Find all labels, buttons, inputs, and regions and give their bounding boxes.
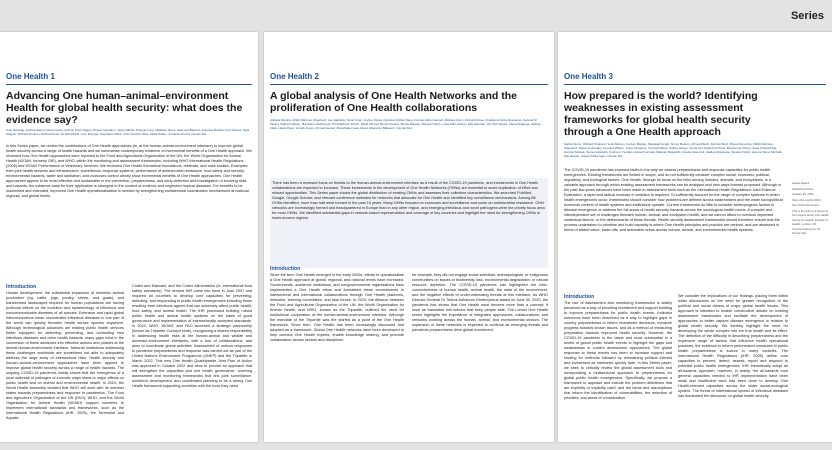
- body-column-right: We consider the implications of our findings, placing them within wider discussions on the need for greater recognition of the political and social drivers of major global health issues. This approach is intended to enable constructive debate on existing assessment frameworks and facilitate the development of approaches to better capture disease emergence in relation to global health security. We thereby highlight the need for developing the whole complex into the true health and its effect. The definition of the difficulty in describing preparedness and the expansive range of factors that influence health operational practices, the evidence to inform performance measures in public health preparedness is scarce in many contexts. The International Health Regulations (IHR, 2005) define core capacities to prevent, detect, assess, report and respond to potential public health emergencies. IHR theoretically adopt an all-hazards approach; however, in reality, the all-hazards core general capacities needed to IHR implementation have been weak and insufficient work has been done to develop One Health-relevant capacities across the wider social-ecological system. The threat of international spread of infectious diseases has dominated the discourse on global health security.: [678, 294, 788, 398]
- sidebar-note: Correspondence to: Dr Osman Dar: [792, 227, 821, 235]
- abstract: The COVID-19 pandemic has exposed faults in the way we assess preparedness and response capacities for public health emergencies. Existing frameworks are limited in scope, and do not sufficiently consider complex social, economic, political, regulatory, and ecological factors. One Health, through its focus on the links among humans, animals, and ecosystems, is a valuable approach through which existing assessment frameworks can be analysed and new ways forward proposed. Although in the past few years advances have been made in assessment tools such as the International Health Regulations Joint External Evaluation, a rapid and radical increase in ambition is required. To sufficiently account for the range of complex systems in which health emergencies occur, frameworks should consider how problems are defined across stakeholders and the wider sociopolitical economic context of health systems and institutions operate. Current frameworks do little to consider anthropogenic factors in disease emergence or address the full arena of health security hazards across the sociological-health nexus. A complex and interdependent set of challenges threaten human, animal, and ecosystem health, and we cannot afford to overlook important contextual factors, or the determinants of those threats. Health security assessment frameworks should therefore ensure that the process undertaken to prioritise and build capacity is where One Health principles and practice are centred, and are assessed in terms of added value, trade-offs, and actionable areas across human, animal, and environmental health systems.: [564, 168, 783, 232]
- series-label: Series: [790, 10, 824, 22]
- body-column-left: The use of assessment and monitoring frameworks is widely perceived as a way of providing investment and support building to improve preparedness for public health events. Indicator outcomes have been described as a way to highlight gaps in country preparedness to inform investment decisions, measure progress towards known issues, and as a method of measuring preparation towards improved health security. However, the COVID-19 pandemic is the latest and most substantial in a series of global public health events to highlight the gaps and weaknesses in current assessment approaches. The global response to these events has been to increase support and funding for methods followed by diminishing political interest and investment as memories quickly fade. In this Series paper, we seek to critically review the global assessment tools and incorporating a multisectoral approach to preparedness for global public health emergencies. Specifically, we propose a framework to appraise and include the problem definitions that are explicitly or implicitly used, and the ideas and assumptions that inform the identification of vulnerabilities, the selection of priorities, and areas of consideration.: [564, 301, 672, 400]
- sidebar-notes: [792, 182, 830, 238]
- header-rule: [270, 84, 548, 85]
- body-column-right: Codes and Manuals, and the Codex Alimentarius (ie, international food safety standards). The revised IHR came into force in June 2007 and required all countries to develop core capacities for preventing, detecting, and responding to public health emergencies including those resulting from infectious agents that can adversely affect public health, food safety, and animal health. The IHR processed building robust public health and animal health systems on the basis of good governance and implementation of intersectorally accepted standards. In 2010, WHO, WOAH, and FAO launched a strategic partnership (known as Tripartite Concept Note), recognising a shared responsibility in addressing health risks at the human-animal and wildlife and domestic-environment interfaces, with a tour of collaborations, and aims to coordinate global activities. Assessment of various responses to pandemic preparedness and response was carried out as part of the United Nations Environment Programme (UNEP) and the Tripartite in March 2022. This new One Health Quadripartite Joint Plan of Action was approved in October 2022 and aims to provide an approach that will strengthen the capacities and one health governance, covering assessment and monitoring frameworks that link joint surveillance, workforce development, and coordinated planning to be a strong One Health framework supporting countries with the tools they need.: [132, 284, 252, 388]
- section-heading-introduction: Introduction: [6, 284, 37, 290]
- sidebar-note: January 26, 2023: [792, 192, 814, 197]
- author-list: Sahdo Sumo, Richard Shepard, Scott Marcus, Kudum Biaralu, Nkapsaid Ismail, Simon Mokum, Ahmed Mwizi, Farhuki Bord, Miguel Karumba, Afifah Rahman-Shepherd, Adwet Imoboidey, Leonard Wilson, Joyan Chapmer, Omondi Mihos, Sidney Ahugo, Sonia Chi, Stella Kofi Peter, Ebinsuong Odiyor, Sosa Chayachhal, Hamza Tokuwa, Teuren Aidanshi, Kushorm Ya Allan, Asiva Kyonnaki, Marivan Mwashihi, Amelia Jane Ardi, Hadiya Moweswe, Tamara Tuboh, Hamza Tanai, Michelle Manoharan, Joseph Mata Agen, Osman Dar: [564, 142, 783, 158]
- header-rule: [6, 84, 252, 85]
- sidebar-note: See Online/Comment: [792, 203, 819, 208]
- paper-page-2: [264, 32, 554, 442]
- sidebar-note: This is the third in a Series of four papers about One Health: [792, 208, 829, 217]
- series-header: One Health 2: [270, 72, 319, 81]
- abstract: In this Series paper, we review the contributions of One Health approaches (ie, at the human-animal-environment interface) to improve global health security across a range of health hazards and we summarise contemporary evidence of incremental benefits of a One Health approach. We reviewed how One Health approaches were reported to the Food and Agricultural Organization of the UN, the World Organisation for Animal Health (WOAH, formerly OIE), and WHO, within the monitoring and assessment frameworks, including WHO International Health Regulations (2005) and WOAH Performance of Veterinary Services. We reviewed One Health theoretical foundations, methods, and case studies. Examples from joint health services and infrastructure, surveillance–response systems, performance of antimicrobial resistance, food safety and security, environmental hazards, water and sanitation, and zoonoses control clearly show incremental benefits of One Health approaches. One Health approaches appear to be most effective and sustainable in the prevention, preparedness, and early detection and investigation of evolving risks and hazards; the evidence base for their application is strongest in the context of endemic and neglected tropical diseases. For benefits to be maximised and extended, improved One Health operationalisation is needed by strengthening multisectoral coordination mechanisms at national, regional, and global levels.: [6, 144, 252, 198]
- body-column-left: Human development, the substantial expansion of domestic animal production (eg, cattle, pigs, poultry, sheep, and goats), and transformed landscapes required for human populations are having profound effects on the evolution and epidemiology of infectious and noncommunicable diseases of all species. Extensive and rapid global interconnections mean uncontrolled infectious diseases in one part of the world can quickly threaten health across species anywhere. Although technological advances are making public health services better equipped for detecting, preventing, and controlling new infectious diseases and other health hazards, many gaps exist in the conversion of these advances into effective actions and policies at the animal-human-environment interface. National institutions addressing these challenges worldwide are sometimes not able to adequately address the large array of intersectoral risks. Health security and human–animal–environment approaches have been applied to improve global health security across a range of health hazards. The ongoing COVID-19 pandemic vividly shows that the emergence of a local outbreak of pathogen of zoonotic origin leads to major effects on public health and on animal and environmental health. In 2010, the World Health Assembly decided that WHO will work with its member states towards preparedness and response to pandemics. The Food and Agriculture Organization of the UN (FAO), WHO, and the World Organisation for Animal Health (WOAH) support countries to implement international standards and frameworks, such as the International Health Regulations (IHR, 2005), the Terrestrial and Aquatic: [6, 291, 124, 420]
- paper-title: Advancing One human–animal–environment Health for global health security: what does the evidence say?: [6, 90, 243, 126]
- body-column-left: Since the term One Health emerged in the early 2000s, efforts to operationalise a One Health approach at global, regional, and national levels have increased. Governments, academic institutions, and nongovernmental organisations have implemented a One Health ethos and formalised these commitments to intersectoral and international collaborations through One Health platforms, networks, steering committees, and task forces. In 2010, the Alliance between the Food and Agricultural Organization of the UN, the World Organisation for Animal Health, and WHO, known as the Tripartite, outlined the need for institutional cooperation at the human-animal-environment interface. Although the mandate of the Tripartite was the started as a point of the One Health framework, Since then, One Health has been increasingly discussed and adopted as a framework. Global One Health networks have been developed to help connect One Health experts, enable knowledge sharing, and promote collaboration across sectors and disciplines.: [270, 273, 404, 342]
- series-header: One Health 1: [6, 72, 55, 81]
- sidebar-note: Centre for Health, Institute of Health, London, UK: [792, 218, 828, 226]
- section-heading-introduction: Introduction: [564, 294, 595, 300]
- body-column-right: for example, they did not engage social scientists, anthropologists, or indigenous communities on issues of biodiversity loss, environmental degradation, or natural resource depletion. The COVID-19 pandemic has highlighted the inter-connectedness of human health, animal health, the state of the environment, and the negative effects of under-estimating threats at this interface. As WHO Director-General Dr Tedros Adhanom Ghebreyesus stated on June 30, 2020, the pandemic has shown that One Health must become more than a concept; it must be translated into actions that keep people safe. The Lancet One Health series highlights the importance of integrated approaches, collaborations, and networks working across the human, animal, and environmental sectors. The expansion of these networks is expected to continue as emerging threats and pandemic preparedness drive global investment.: [412, 273, 548, 332]
- section-heading-introduction: Introduction: [270, 266, 301, 272]
- sidebar-note: Lancet Series: [792, 181, 810, 185]
- sidebar-note: https://doi.org/10.1016/: [792, 197, 821, 202]
- paper-page-1: [0, 32, 258, 442]
- paper-page-3: [558, 32, 832, 442]
- sidebar-note: Published Online: [792, 186, 814, 191]
- abstract: There has been a renewed focus on threats to the human-animal-environment interface as a result of the COVID-19 pandemic, and investments in One Health collaborations are expected to increase. These investments in the development of One Health Networks (OHNs) are essential to avoid duplication of effort and missed opportunities. This Series paper shows the global distribution of existing OHNs and assesses their collective characteristics. We searched PubMed, Google, Google Scholar, and relevant conference websites for networks that advocate for One Health and identified key surveillance mechanisms. Among 88 OHNs identified, more than half were formed in the past 10 years. Many OHNs focused on zoonoses and surveillance and some on antimicrobial resistance. OHN networks are increasingly formed and headquartered in Europe than in any other region, and emerging infectious and novel pathogens were the priority focus area for most OHNs. We identified substantial gaps in network-based representation and coverage of key countries and highlight the need for strengthening OHNs in lower-income regions.: [270, 178, 548, 268]
- header-rule: [564, 84, 826, 85]
- author-list: Adriana Mwoba, Afifah Rahman-Shepherd, Leo Habisher, Scott Cmel, Joyline Kinwa, Karoline Kirkfan Rang, Osman Adriel Hamad, Melissa Quinn, Richard Rose, Chatlayna Ruiza Ressanuo, Samuel M Tanimi, Mathew Weser, Marcilano Redbourgh, Dil Pellebrum Kirsch, Zahid Ahmad, Brown Duwell, Tamas Riauwa, Tamara Tuboh, Lusia Mikl Johann, Ella Hamhan, Ulu Wyf Idrissa, Claire Drajenga, Zabina Irfadi, Hasta Perer, Linnah Ayumi, Ahmed Hessef, Manoharan Lieto Abeal, Ebenezer Bakuunh, Osman Dar: [270, 118, 541, 130]
- author-list: Amit Zinsstag, Andrew Eaton Cavell-rosser, Kathrin Felix Kälgen, Rupert Seesfarm, Jaya Gabriel, Preeyar Corp, Matthias Siena, Hasmeet Barrera, Ansuane Burdett, Fero Dubed, Olga Wagner, Richard Hudson, Richard Kock, Ira Maranfield, Lucy Dounge, Stephanie Mack, Victor del Rio Vilas, Stella Daltus, Armando Zumla, Osman Dar: [6, 128, 250, 136]
- series-header: One Health 3: [564, 72, 613, 81]
- paper-title: A global analysis of One Health Networks and the proliferation of One Health collaborations: [270, 90, 517, 114]
- paper-title: How prepared is the world? Identifying weaknesses in existing assessment frameworks for global health security through a One Health approach: [564, 90, 758, 138]
